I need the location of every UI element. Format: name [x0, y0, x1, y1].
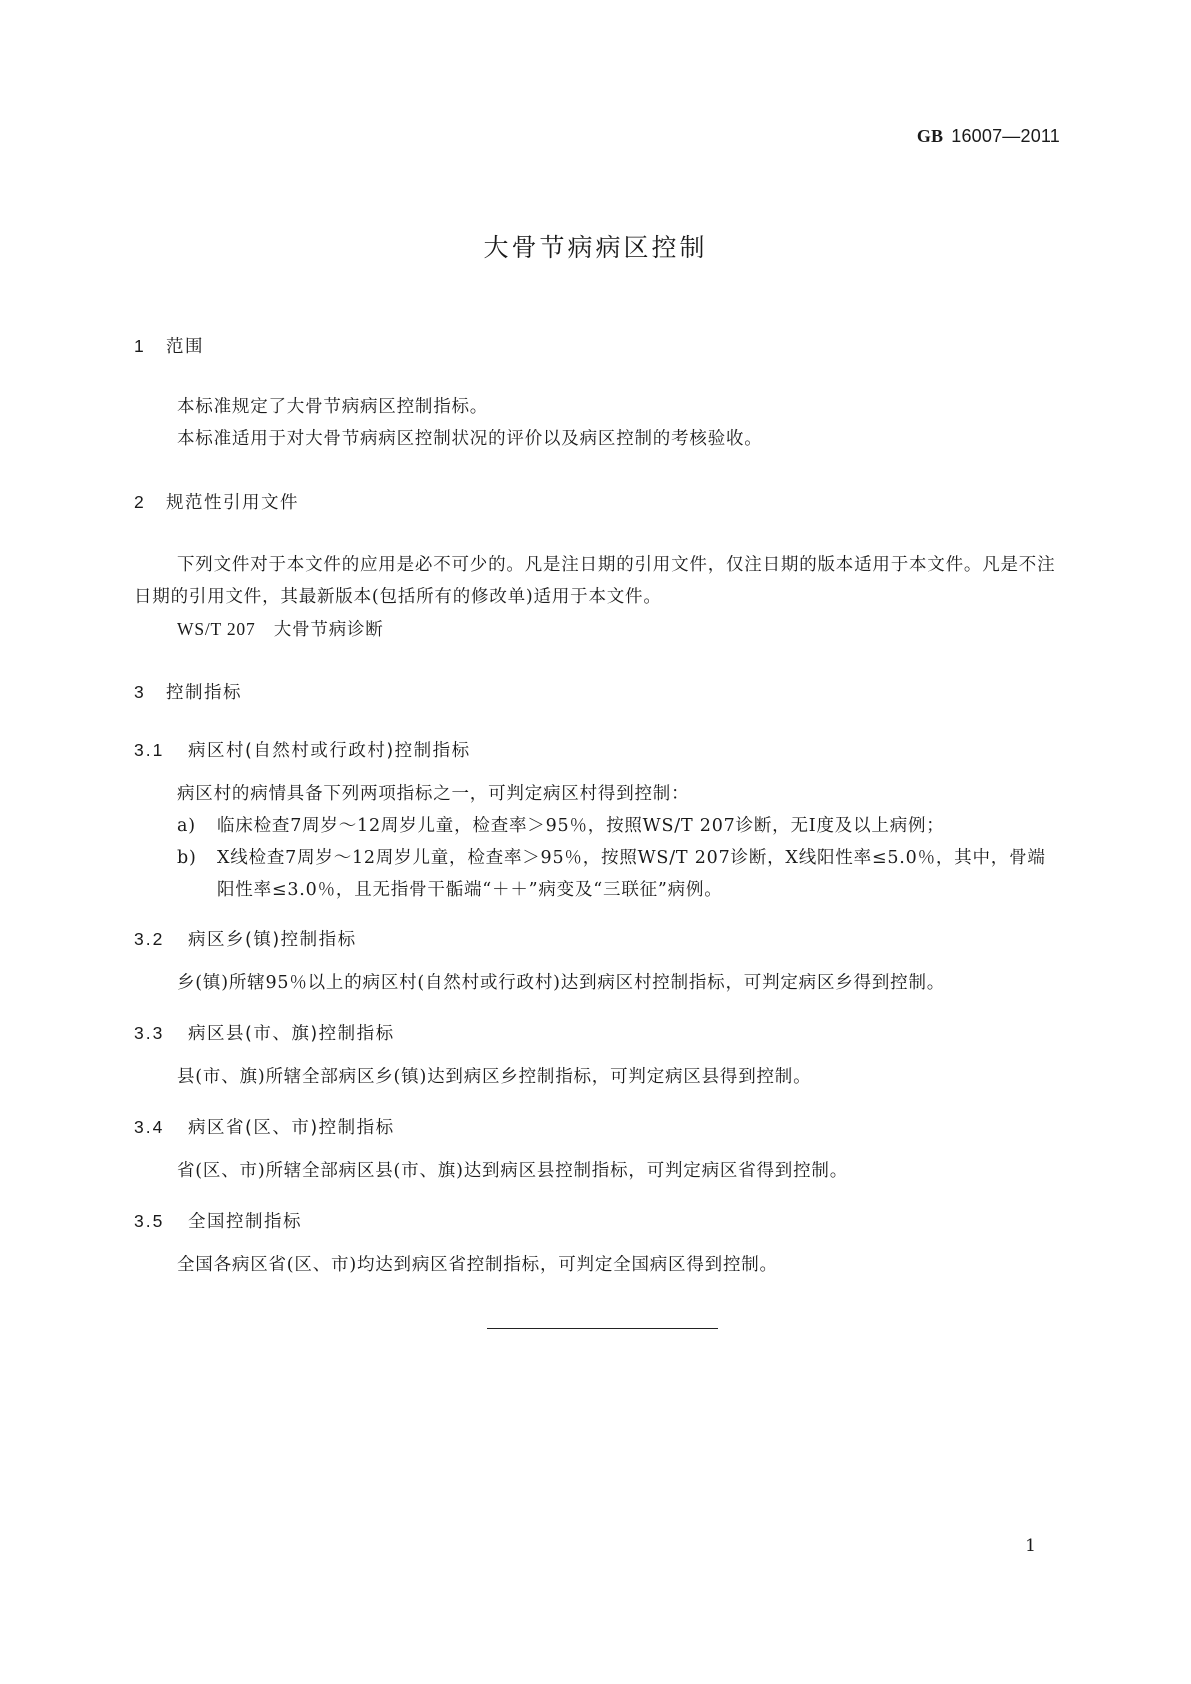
section-2-heading — [134, 489, 299, 514]
section-title: 全国控制指标 — [188, 1212, 302, 1232]
section-1-heading — [134, 333, 204, 358]
section-title: 控制指标 — [166, 683, 242, 703]
standard-code — [917, 126, 1060, 147]
section-number: 2 — [134, 492, 146, 512]
section-number: 3.5 — [134, 1211, 165, 1231]
section-title: 病区村(自然村或行政村)控制指标 — [188, 741, 471, 761]
paragraph: 下列文件对于本文件的应用是必不可少的。凡是注日期的引用文件，仅注日期的版本适用于本文件。凡是不注日期的引用文件，其最新版本(包括所有的修改单)适用于本文件。 — [134, 555, 1056, 607]
section-3-1-heading — [134, 737, 471, 762]
section-3-2-heading — [134, 926, 357, 951]
section-title: 规范性引用文件 — [166, 493, 299, 513]
section-3-4-heading — [134, 1114, 395, 1139]
section-title: 病区县(市、旗)控制指标 — [188, 1024, 395, 1044]
section-number: 3.2 — [134, 929, 165, 949]
section-number: 3.3 — [134, 1023, 165, 1043]
paragraph: 本标准适用于对大骨节病病区控制状况的评价以及病区控制的考核验收。 — [177, 429, 763, 449]
section-title: 范围 — [166, 337, 204, 357]
section-3-heading — [134, 679, 242, 704]
normative-reference: WS/T 207 大骨节病诊断 — [177, 619, 384, 639]
page-number: 1 — [1025, 1536, 1036, 1556]
section-number: 3 — [134, 682, 146, 702]
paragraph: 省(区、市)所辖全部病区县(市、旗)达到病区县控制指标，可判定病区省得到控制。 — [177, 1161, 849, 1181]
list-item — [177, 810, 1059, 842]
paragraph: 乡(镇)所辖95％以上的病区村(自然村或行政村)达到病区村控制指标，可判定病区乡得到控制。 — [177, 973, 946, 993]
list-marker: b) — [177, 848, 197, 868]
section-3-5-heading — [134, 1208, 302, 1233]
paragraph: 本标准规定了大骨节病病区控制指标。 — [177, 397, 489, 417]
section-number: 3.1 — [134, 740, 165, 760]
section-title: 病区乡(镇)控制指标 — [188, 930, 357, 950]
list-marker: a) — [177, 816, 196, 836]
paragraph: 县(市、旗)所辖全部病区乡(镇)达到病区乡控制指标，可判定病区县得到控制。 — [177, 1067, 812, 1087]
list-item — [177, 842, 1059, 906]
list-item-text: 临床检查7周岁～12周岁儿童，检查率＞95％，按照WS/T 207诊断，无Ⅰ度及以上病例； — [217, 816, 945, 836]
document-title: 大骨节病病区控制 — [483, 233, 708, 262]
section-number: 3.4 — [134, 1117, 165, 1137]
standard-prefix: GB — [916, 126, 944, 146]
section-title: 病区省(区、市)控制指标 — [188, 1118, 395, 1138]
end-rule — [487, 1328, 718, 1329]
section-3-3-heading — [134, 1020, 395, 1045]
paragraph: 全国各病区省(区、市)均达到病区省控制指标，可判定全国病区得到控制。 — [177, 1255, 778, 1275]
list-item-text: X线检查7周岁～12周岁儿童，检查率＞95％，按照WS/T 207诊断，X线阳性率≤5.0％，其中，骨端阳性率≤3.0％，且无指骨干骺端“＋＋”病变及“三联征”病例。 — [217, 848, 1046, 900]
paragraph: 病区村的病情具备下列两项指标之一，可判定病区村得到控制： — [177, 784, 690, 804]
section-number: 1 — [134, 336, 146, 356]
standard-number: 16007—2011 — [951, 126, 1060, 146]
